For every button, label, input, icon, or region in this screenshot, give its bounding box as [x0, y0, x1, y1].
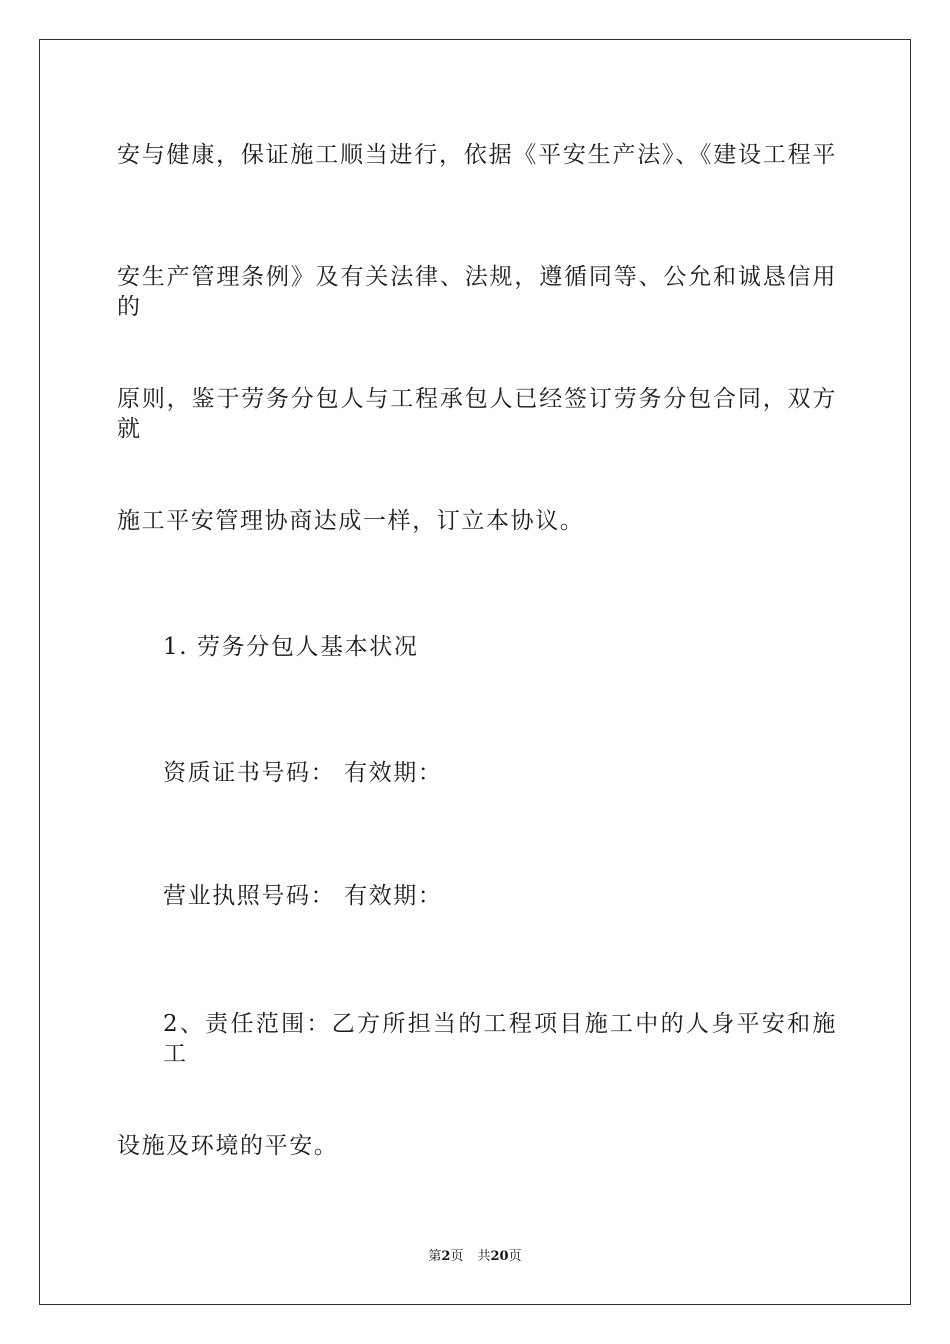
paragraph-line: 安生产管理条例》及有关法律、法规，遵循同等、公允和诚恳信用的 [117, 264, 837, 320]
page-footer [0, 1248, 950, 1266]
paragraph-line: 2、责任范围：乙方所担当的工程项目施工中的人身平安和施工 [163, 1011, 837, 1067]
current-page-number: 2 [441, 1249, 451, 1264]
paragraph-line: 原则，鉴于劳务分包人与工程承包人已经签订劳务分包合同，双方就 [117, 386, 837, 442]
footer-page-suffix: 页 [450, 1249, 464, 1264]
footer-total-suffix: 页 [508, 1249, 522, 1264]
paragraph-line: 安与健康，保证施工顺当进行，依据《平安生产法》、《建设工程平 [117, 142, 837, 168]
footer-total-prefix: 共 [477, 1249, 491, 1264]
form-field-certificate: 资质证书号码： 有效期： [163, 760, 443, 786]
form-field-license: 营业执照号码： 有效期： [163, 883, 443, 909]
paragraph-line: 设施及环境的平安。 [117, 1133, 339, 1159]
page-border [39, 39, 911, 1305]
total-page-count: 20 [490, 1249, 509, 1264]
paragraph-line: 施工平安管理协商达成一样，订立本协议。 [117, 508, 585, 534]
section-heading: 1. 劳务分包人基本状况 [163, 634, 419, 660]
footer-prefix: 第 [428, 1249, 442, 1264]
